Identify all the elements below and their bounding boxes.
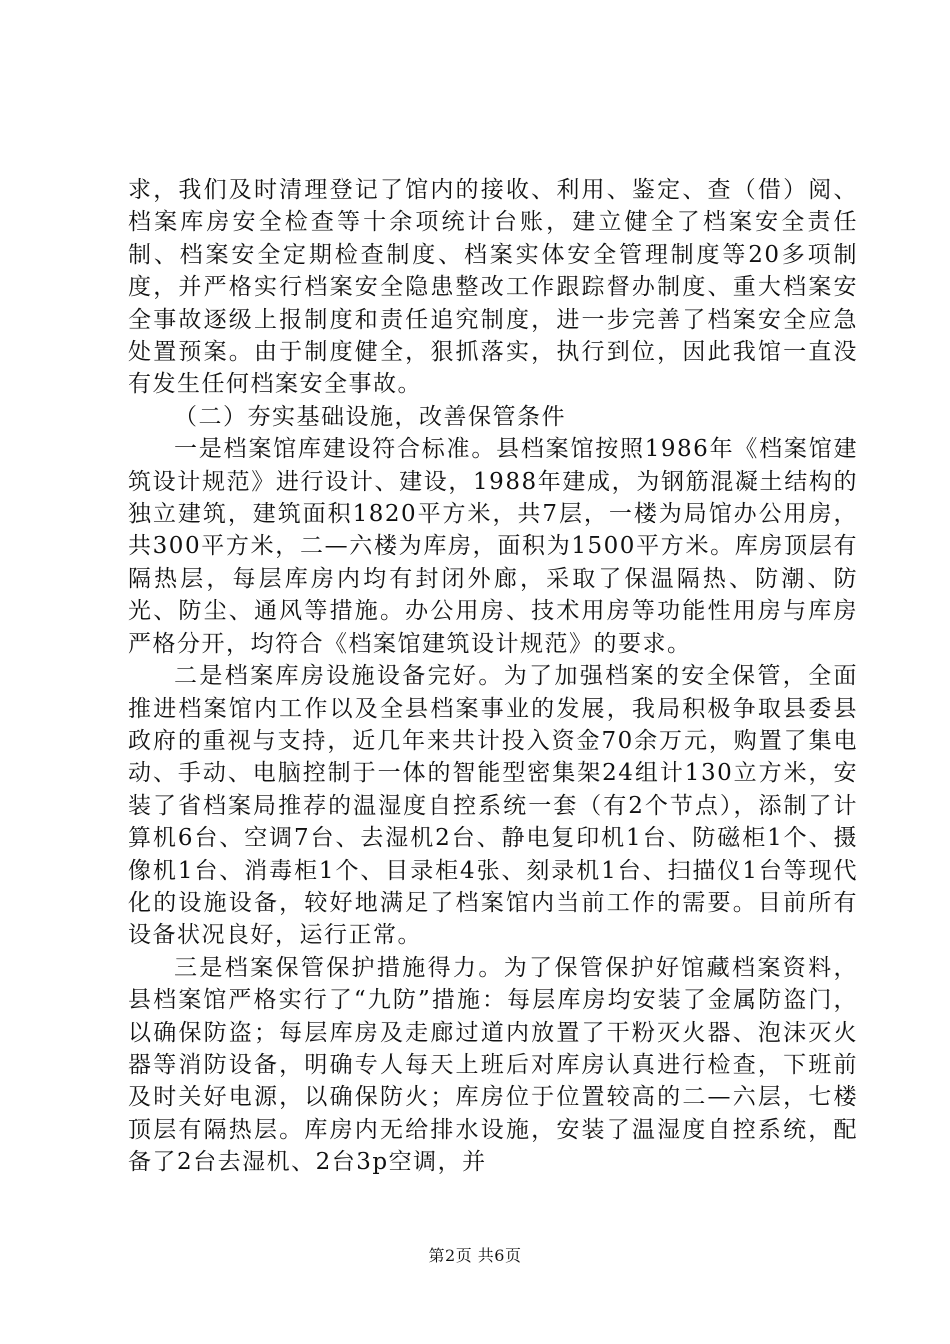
- document-body: [128, 174, 858, 1179]
- section-heading: （二）夯实基础设施，改善保管条件: [174, 403, 566, 430]
- paragraph-continuation: 求，我们及时清理登记了馆内的接收、利用、鉴定、查（借）阅、档案库房安全检查等十余项统计台账，建立健全了档案安全责任制、档案安全定期检查制度、档案实体安全管理制度等20多项制度，并严格实行档案安全隐患整改工作跟踪督办制度、重大档案安全事故逐级上报制度和责任追究制度，进一步完善了档案安全应急处置预案。由于制度健全，狠抓落实，执行到位，因此我馆一直没有发生任何档案安全事故。: [128, 177, 858, 398]
- paragraph-protection: 三是档案保管保护措施得力。为了保管保护好馆藏档案资料，县档案馆严格实行了“九防”措施：每层库房均安装了金属防盗门，以确保防盗；每层库房及走廊过道内放置了干粉灭火器、泡沫灭火器等消防设备，明确专人每天上班后对库房认真进行检查，下班前及时关好电源，以确保防火；库房位于位置较高的二—六层，七楼顶层有隔热层。库房内无给排水设施，安装了温湿度自控系统，配备了2台去湿机、2台3p空调，并: [128, 954, 858, 1176]
- page-number-footer: 第2页 共6页: [428, 1246, 522, 1265]
- paragraph-building: 一是档案馆库建设符合标准。县档案馆按照1986年《档案馆建筑设计规范》进行设计、建设，1988年建成，为钢筋混凝土结构的独立建筑，建筑面积1820平方米，共7层，一楼为局馆办公用房，共300平方米，二—六楼为库房，面积为1500平方米。库房顶层有隔热层，每层库房内均有封闭外廊，采取了保温隔热、防潮、防光、防尘、通风等措施。办公用房、技术用房等功能性用房与库房严格分开，均符合《档案馆建筑设计规范》的要求。: [128, 436, 858, 657]
- paragraph-equipment: 二是档案库房设施设备完好。为了加强档案的安全保管，全面推进档案馆内工作以及全县档案事业的发展，我局积极争取县委县政府的重视与支持，近几年来共计投入资金70余万元，购置了集电动、手动、电脑控制于一体的智能型密集架24组计130立方米，安装了省档案局推荐的温湿度自控系统一套（有2个节点），添制了计算机6台、空调7台、去湿机2台、静电复印机1台、防磁柜1个、摄像机1台、消毒柜1个、目录柜4张、刻录机1台、扫描仪1台等现代化的设施设备，较好地满足了档案馆内当前工作的需要。目前所有设备状况良好，运行正常。: [128, 663, 858, 949]
